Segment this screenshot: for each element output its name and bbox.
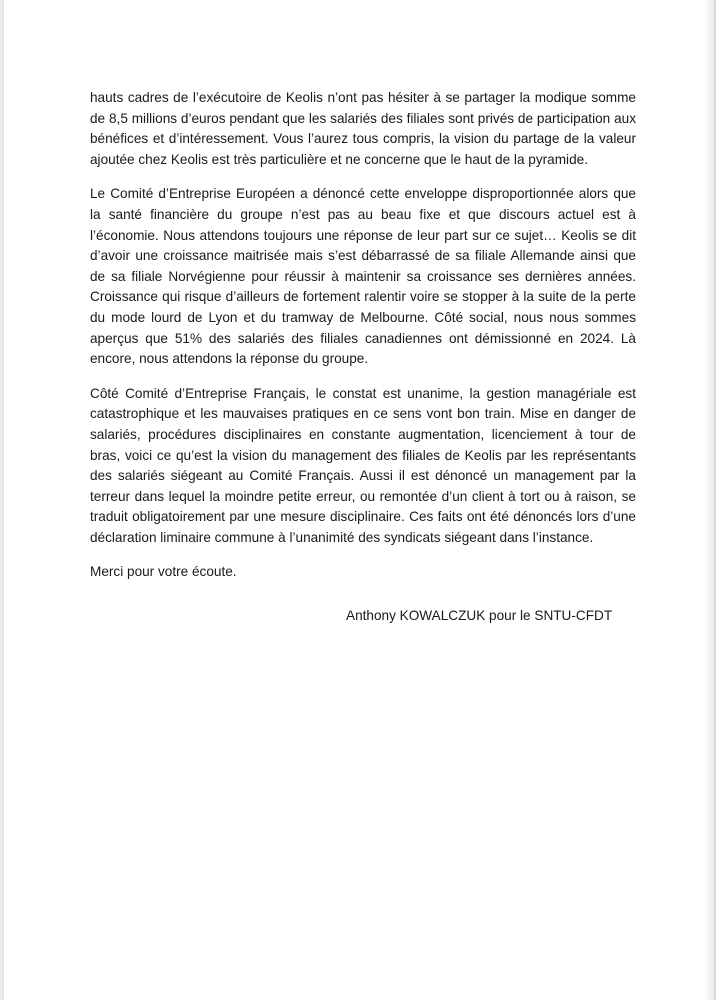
- document-body: [90, 88, 636, 597]
- paragraph-comite-europeen: Le Comité d’Entreprise Européen a dénoncé cette enveloppe disproportionnée alors que la santé financière du groupe n’est pas au beau fixe et que discours actuel est à l’économie. Nous attendons toujours une réponse de leur part sur ce sujet… Keolis se dit d’avoir une croissance maitrisée mais s’est débarrassé de sa filiale Allemande ainsi que de sa filiale Norvégienne pour réussir à maintenir sa croissance ses dernières années. Croissance qui risque d’ailleurs de fortement ralentir voire se stopper à la suite de la perte du mode lourd de Lyon et du tramway de Melbourne. Côté social, nous nous sommes aperçus que 51% des salariés des filiales canadiennes ont démissionné en 2024. Là encore, nous attendons la réponse du groupe.: [90, 186, 636, 367]
- document-page: [4, 0, 714, 1000]
- paragraph-partage-valeur: hauts cadres de l’exécutoire de Keolis n’ont pas hésiter à se partager la modique somme de 8,5 millions d’euros pendant que les salariés des filiales sont privés de participation aux bénéfices et d’intéressement. Vous l’aurez tous compris, la vision du partage de la valeur ajoutée chez Keolis est très particulière et ne concerne que le haut de la pyramide.: [90, 90, 636, 167]
- signature: Anthony KOWALCZUK pour le SNTU-CFDT: [346, 608, 613, 623]
- closing-line: Merci pour votre écoute.: [90, 564, 237, 580]
- paragraph-comite-francais: Côté Comité d’Entreprise Français, le constat est unanime, la gestion managériale est catastrophique et les mauvaises pratiques en ce sens vont bon train. Mise en danger de salariés, procédures disciplinaires en constante augmentation, licenciement à tour de bras, voici ce qu’est la vision du management des filiales de Keolis par les représentants des salariés siégeant au Comité Français. Aussi il est dénoncé un management par la terreur dans lequel la moindre petite erreur, ou remontée d’un client à tort ou à raison, se traduit obligatoirement par une mesure disciplinaire. Ces faits ont été dénoncés lors d’une déclaration liminaire commune à l’unanimité des syndicats siégeant dans l’instance.: [90, 385, 636, 545]
